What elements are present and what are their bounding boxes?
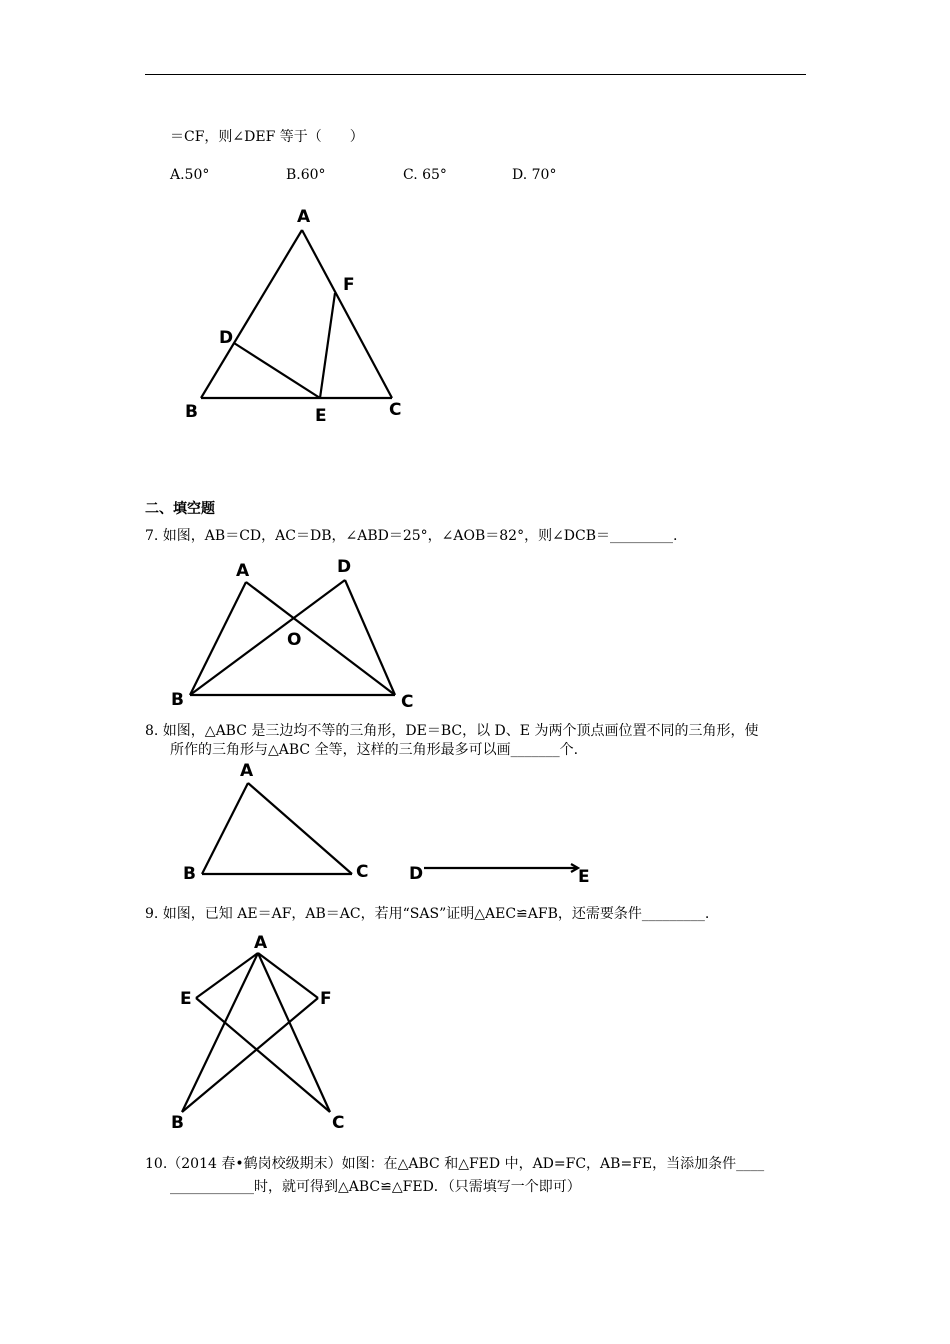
q7-segment-dc [345,580,395,695]
q7-label-a: A [236,561,250,581]
q8-label-e: E [578,867,590,887]
q6-choice-c: C. 65° [403,167,447,183]
q8-side-ab [202,783,248,874]
q7-text: 7. 如图，AB＝CD，AC＝DB，∠ABD＝25°，∠AOB＝82°，则∠DCB＝_________. [145,528,678,544]
q9-label-b: B [171,1113,184,1133]
q9-label-f: F [320,989,332,1009]
q8-label-b: B [183,864,196,884]
q9-label-e: E [180,989,192,1009]
q6-side-ab [201,230,302,398]
q8-label-c: C [356,862,369,882]
q9-label-c: C [332,1113,345,1133]
q6-label-a: A [297,207,311,227]
q9-segment-ac [258,953,330,1112]
q7-label-c: C [401,692,414,712]
q7-label-o: O [287,630,302,650]
q6-segment-de [234,343,320,398]
q6-label-c: C [389,400,402,420]
q8-side-ac [248,783,352,874]
q6-label-d: D [219,328,234,348]
q6-tail-text: ＝CF，则∠DEF 等于（ ） [170,129,364,145]
q10-text-line1: 10.（2014 春•鹤岗校级期末）如图：在△ABC 和△FED 中，AD=FC，AB=FE，当添加条件____ [145,1156,765,1172]
q8-label-d: D [409,864,424,884]
q9-label-a: A [254,933,268,953]
q6-choice-a: A.50° [170,167,210,183]
q7-label-b: B [171,690,184,710]
q9-segment-ab [182,953,258,1112]
q9-text: 9. 如图，已知 AE＝AF，AB＝AC，若用“SAS”证明△AEC≌AFB，还需要条件_________. [145,906,710,922]
q8-text-line1: 8. 如图，△ABC 是三边均不等的三角形，DE＝BC，以 D、E 为两个顶点画位置不同的三角形，使 [145,723,759,739]
section-title: 二、填空题 [145,501,215,517]
q10-text-line2: ____________时，就可得到△ABC≌△FED．（只需填写一个即可） [170,1179,581,1195]
q6-choice-d: D. 70° [512,167,557,183]
q8-text-line2: 所作的三角形与△ABC 全等，这样的三角形最多可以画_______个. [170,742,579,758]
q6-label-e: E [315,406,327,426]
q7-segment-ab [190,582,246,695]
q9-segment-ec [196,998,330,1112]
q7-label-d: D [337,557,352,577]
q6-label-f: F [343,275,355,295]
q6-side-ac [302,230,392,398]
q6-label-b: B [185,402,198,422]
q6-segment-ef [320,293,335,398]
q9-segment-fb [182,998,318,1112]
q6-choice-b: B.60° [286,167,326,183]
q9-segment-ae [196,953,258,998]
q8-label-a: A [240,761,254,781]
